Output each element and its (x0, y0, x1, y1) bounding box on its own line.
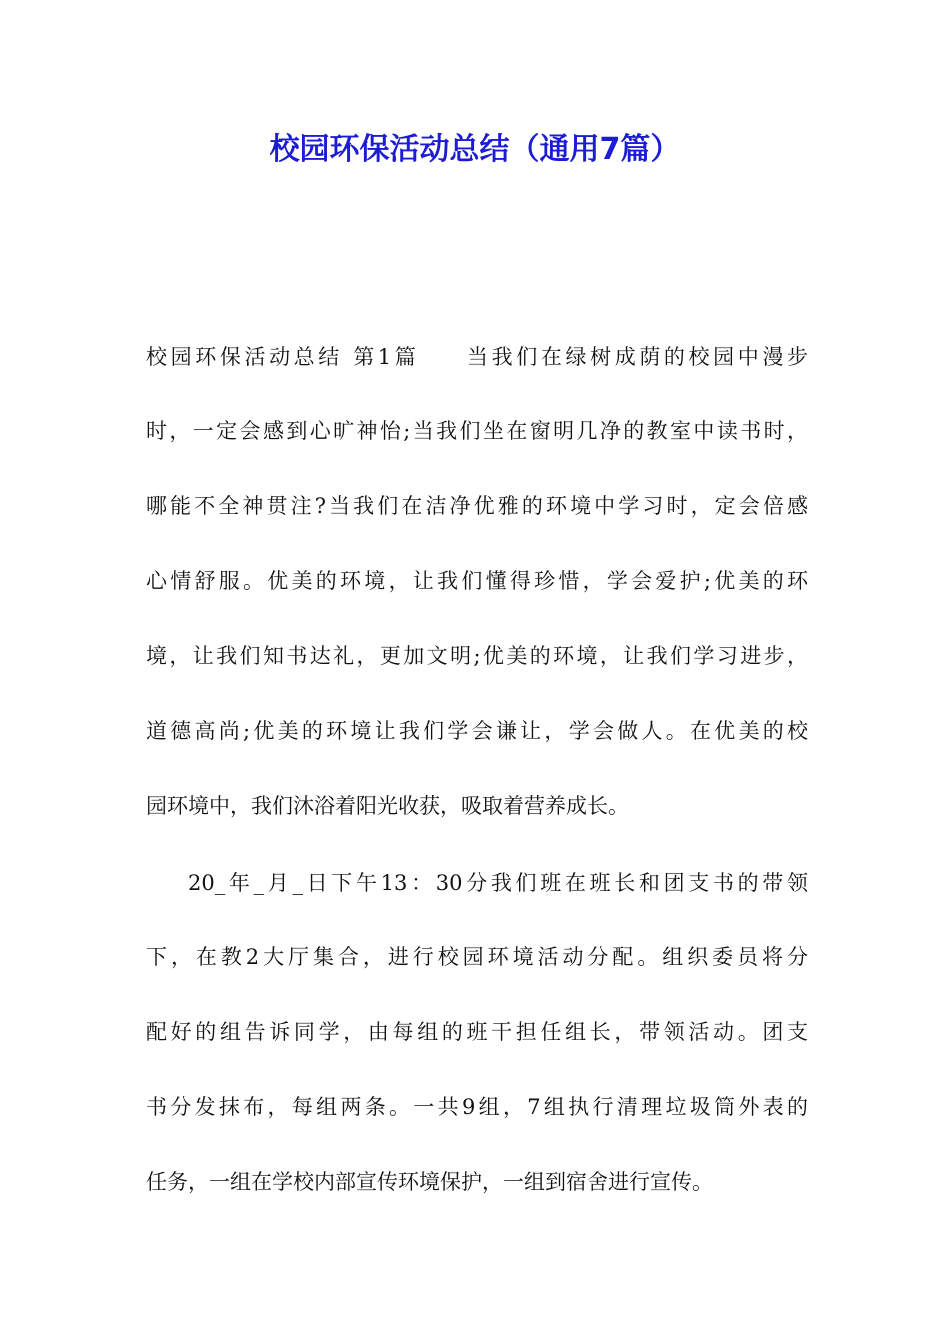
paragraph-1-line-1 (146, 342, 808, 372)
paragraph-2-line-4: 书分发抹布，每组两条。一共9组，7组执行清理垃圾筒外表的 (146, 1095, 808, 1119)
paragraph-2-line-3: 配好的组告诉同学，由每组的班干担任组长，带领活动。团支 (146, 1020, 808, 1044)
paragraph-1-line-1-text: 当我们在绿树成荫的校园中漫步 (463, 345, 808, 369)
paragraph-1-line-7: 园环境中，我们沐浴着阳光收获，吸取着营养成长。 (146, 794, 629, 818)
paragraph-1-line-3: 哪能不全神贯注?当我们在洁净优雅的环境中学习时，定会倍感 (146, 494, 808, 518)
paragraph-2-line-1: 20_年_月_日下午13：30分我们班在班长和团支书的带领 (188, 871, 808, 895)
paragraph-2-line-5: 任务，一组在学校内部宣传环境保护，一组到宿舍进行宣传。 (146, 1170, 713, 1194)
paragraph-1-line-4: 心情舒服。优美的环境，让我们懂得珍惜，学会爱护;优美的环 (146, 569, 808, 593)
paragraph-1-line-2: 时，一定会感到心旷神怡;当我们坐在窗明几净的教室中读书时， (146, 419, 808, 443)
document-title: 校园环保活动总结（通用7篇） (269, 132, 681, 167)
paragraph-2-line-2: 下，在教2大厅集合，进行校园环境活动分配。组织委员将分 (146, 945, 808, 969)
paragraph-1-line-5: 境，让我们知书达礼，更加文明;优美的环境，让我们学习进步， (146, 644, 808, 668)
paragraph-1-line-6: 道德高尚;优美的环境让我们学会谦让，学会做人。在优美的校 (146, 719, 808, 743)
section-heading: 校园环保活动总结 第1篇 (146, 345, 420, 369)
